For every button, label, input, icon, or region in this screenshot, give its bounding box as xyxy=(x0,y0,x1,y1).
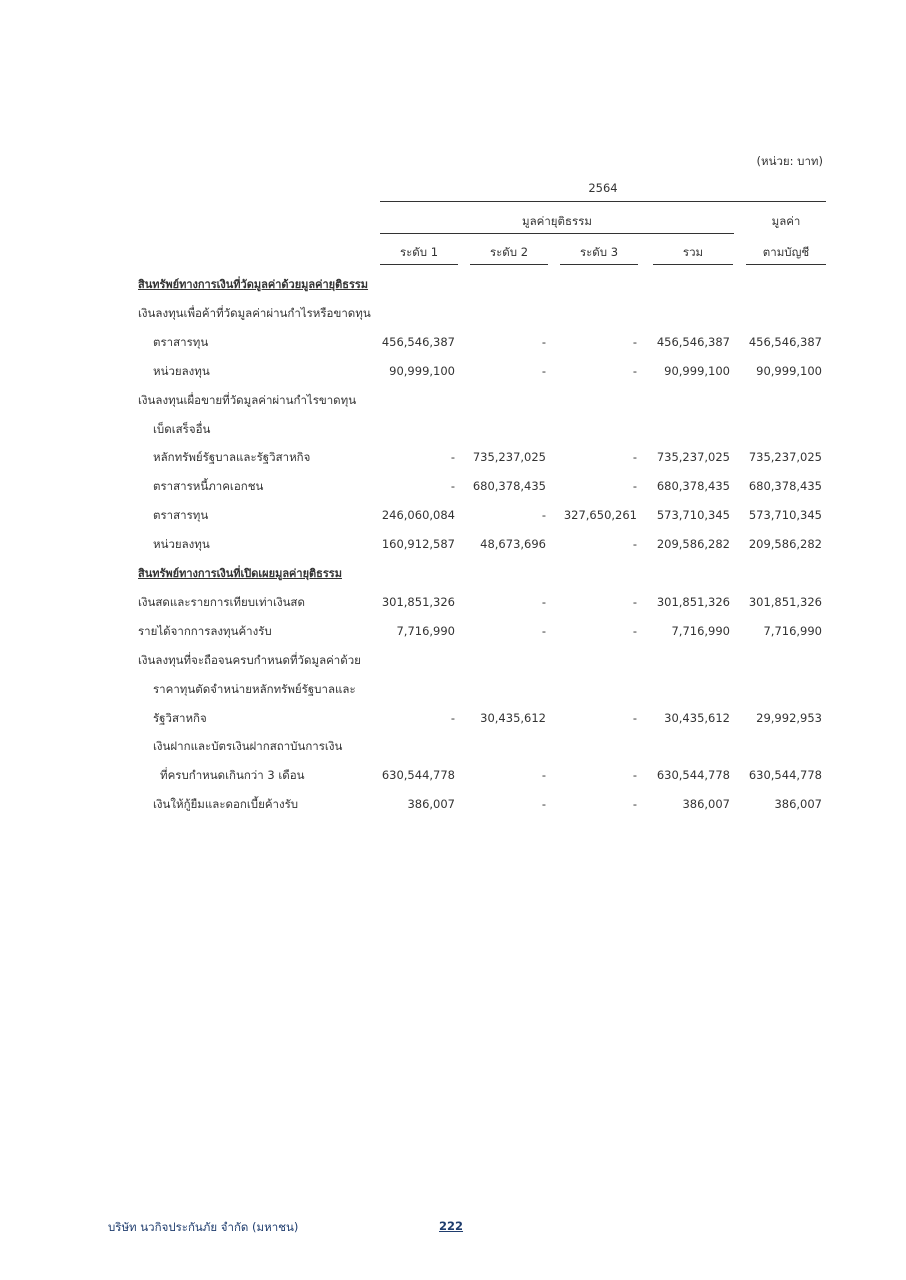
year-underline xyxy=(380,201,826,202)
cell-book-value: 680,378,435 xyxy=(748,479,822,494)
row-label: ตราสารทุน xyxy=(153,508,209,523)
table-row xyxy=(0,472,906,501)
cell-level2: - xyxy=(541,594,546,609)
cell-level1: 630,544,778 xyxy=(381,768,455,783)
cell-level1: 7,716,990 xyxy=(396,623,455,638)
level2-underline xyxy=(470,264,548,265)
cell-level3: - xyxy=(632,594,637,609)
table-row xyxy=(0,646,906,675)
cell-total: 7,716,990 xyxy=(671,623,730,638)
cell-total: 301,851,326 xyxy=(656,594,730,609)
cell-level1: 456,546,387 xyxy=(381,334,455,349)
cell-book-value: 386,007 xyxy=(774,797,822,812)
level1-underline xyxy=(380,264,458,265)
table-row xyxy=(0,617,906,646)
level3-header: ระดับ 3 xyxy=(579,245,619,259)
fair-value-header: มูลค่ายุติธรรม xyxy=(522,214,592,228)
section-heading: สินทรัพย์ทางการเงินที่เปิดเผยมูลค่ายุติธรรม xyxy=(138,567,342,580)
table-row xyxy=(0,415,906,444)
cell-level1: 160,912,587 xyxy=(381,537,455,552)
level3-underline xyxy=(560,264,638,265)
row-label: รายได้จากการลงทุนค้างรับ xyxy=(138,623,272,638)
table-row xyxy=(0,328,906,357)
cell-level3: - xyxy=(632,768,637,783)
table-row xyxy=(0,386,906,415)
book-value-header-line1: มูลค่า xyxy=(771,214,801,228)
level1-header: ระดับ 1 xyxy=(399,245,439,259)
cell-book-value: 301,851,326 xyxy=(748,594,822,609)
cell-book-value: 29,992,953 xyxy=(756,710,822,725)
year-header: 2564 xyxy=(588,181,618,195)
row-label: หน่วยลงทุน xyxy=(153,363,210,378)
table-row xyxy=(0,299,906,328)
cell-book-value: 630,544,778 xyxy=(748,768,822,783)
cell-book-value: 90,999,100 xyxy=(756,363,822,378)
row-label: เบ็ดเสร็จอื่น xyxy=(153,421,211,436)
cell-total: 680,378,435 xyxy=(656,479,730,494)
cell-level1: 386,007 xyxy=(407,797,455,812)
cell-level3: 327,650,261 xyxy=(563,508,637,523)
row-label: หลักทรัพย์รัฐบาลและรัฐวิสาหกิจ xyxy=(153,450,311,465)
book-value-underline xyxy=(746,264,826,265)
cell-book-value: 735,237,025 xyxy=(748,450,822,465)
section-heading-row xyxy=(0,270,906,299)
section-heading: สินทรัพย์ทางการเงินที่วัดมูลค่าด้วยมูลค่ายุติธรรม xyxy=(138,278,369,291)
cell-level1: 90,999,100 xyxy=(389,363,455,378)
row-label: เงินฝากและบัตรเงินฝากสถาบันการเงิน xyxy=(153,739,343,754)
footer-company-name: บริษัท นวกิจประกันภัย จำกัด (มหาชน) xyxy=(108,1220,299,1234)
cell-level2: - xyxy=(541,797,546,812)
table-row xyxy=(0,443,906,472)
row-label: เงินลงทุนเพื่อค้าที่วัดมูลค่าผ่านกำไรหรือขาดทุน xyxy=(138,305,371,320)
row-label: ตราสารทุน xyxy=(153,334,209,349)
book-value-header-line2: ตามบัญชี xyxy=(762,245,810,259)
row-label: เงินให้กู้ยืมและดอกเบี้ยค้างรับ xyxy=(153,797,299,812)
table-row xyxy=(0,588,906,617)
cell-total: 209,586,282 xyxy=(656,537,730,552)
total-underline xyxy=(653,264,733,265)
table-row xyxy=(0,501,906,530)
cell-level2: 680,378,435 xyxy=(472,479,546,494)
table-row xyxy=(0,357,906,386)
cell-level1: - xyxy=(450,479,455,494)
cell-level2: - xyxy=(541,508,546,523)
row-label: ตราสารหนี้ภาคเอกชน xyxy=(153,479,264,494)
table-row xyxy=(0,675,906,704)
row-label: ราคาทุนตัดจำหน่ายหลักทรัพย์รัฐบาลและ xyxy=(153,681,356,696)
cell-level3: - xyxy=(632,797,637,812)
cell-level3: - xyxy=(632,710,637,725)
row-label: รัฐวิสาหกิจ xyxy=(153,710,207,725)
row-label: หน่วยลงทุน xyxy=(153,537,210,552)
table-row xyxy=(0,530,906,559)
unit-note: (หน่วย: บาท) xyxy=(756,154,823,168)
row-label: เงินลงทุนที่จะถือจนครบกำหนดที่วัดมูลค่าด้วย xyxy=(138,652,361,667)
cell-level2: 735,237,025 xyxy=(472,450,546,465)
cell-total: 30,435,612 xyxy=(664,710,730,725)
cell-book-value: 573,710,345 xyxy=(748,508,822,523)
cell-level1: - xyxy=(450,450,455,465)
row-label: ที่ครบกำหนดเกินกว่า 3 เดือน xyxy=(160,768,305,783)
cell-level3: - xyxy=(632,479,637,494)
cell-level1: 246,060,084 xyxy=(381,508,455,523)
row-label: เงินสดและรายการเทียบเท่าเงินสด xyxy=(138,594,305,609)
fair-value-underline xyxy=(380,233,734,234)
cell-level3: - xyxy=(632,334,637,349)
cell-level3: - xyxy=(632,450,637,465)
cell-total: 386,007 xyxy=(682,797,730,812)
cell-total: 735,237,025 xyxy=(656,450,730,465)
cell-total: 573,710,345 xyxy=(656,508,730,523)
cell-book-value: 7,716,990 xyxy=(763,623,822,638)
cell-level1: - xyxy=(450,710,455,725)
section-heading-row xyxy=(0,559,906,588)
cell-book-value: 456,546,387 xyxy=(748,334,822,349)
page-number: 222 xyxy=(439,1219,464,1233)
cell-level3: - xyxy=(632,363,637,378)
cell-book-value: 209,586,282 xyxy=(748,537,822,552)
cell-level2: 48,673,696 xyxy=(480,537,546,552)
cell-level2: - xyxy=(541,334,546,349)
cell-level3: - xyxy=(632,623,637,638)
cell-total: 456,546,387 xyxy=(656,334,730,349)
row-label: เงินลงทุนเผื่อขายที่วัดมูลค่าผ่านกำไรขาดทุน xyxy=(138,392,357,407)
level2-header: ระดับ 2 xyxy=(489,245,529,259)
cell-level2: 30,435,612 xyxy=(480,710,546,725)
cell-level2: - xyxy=(541,768,546,783)
table-row xyxy=(0,732,906,761)
total-header: รวม xyxy=(682,245,704,259)
cell-level2: - xyxy=(541,363,546,378)
table-row xyxy=(0,761,906,790)
table-row xyxy=(0,790,906,819)
cell-total: 90,999,100 xyxy=(664,363,730,378)
cell-level1: 301,851,326 xyxy=(381,594,455,609)
cell-level3: - xyxy=(632,537,637,552)
cell-total: 630,544,778 xyxy=(656,768,730,783)
table-row xyxy=(0,704,906,733)
cell-level2: - xyxy=(541,623,546,638)
